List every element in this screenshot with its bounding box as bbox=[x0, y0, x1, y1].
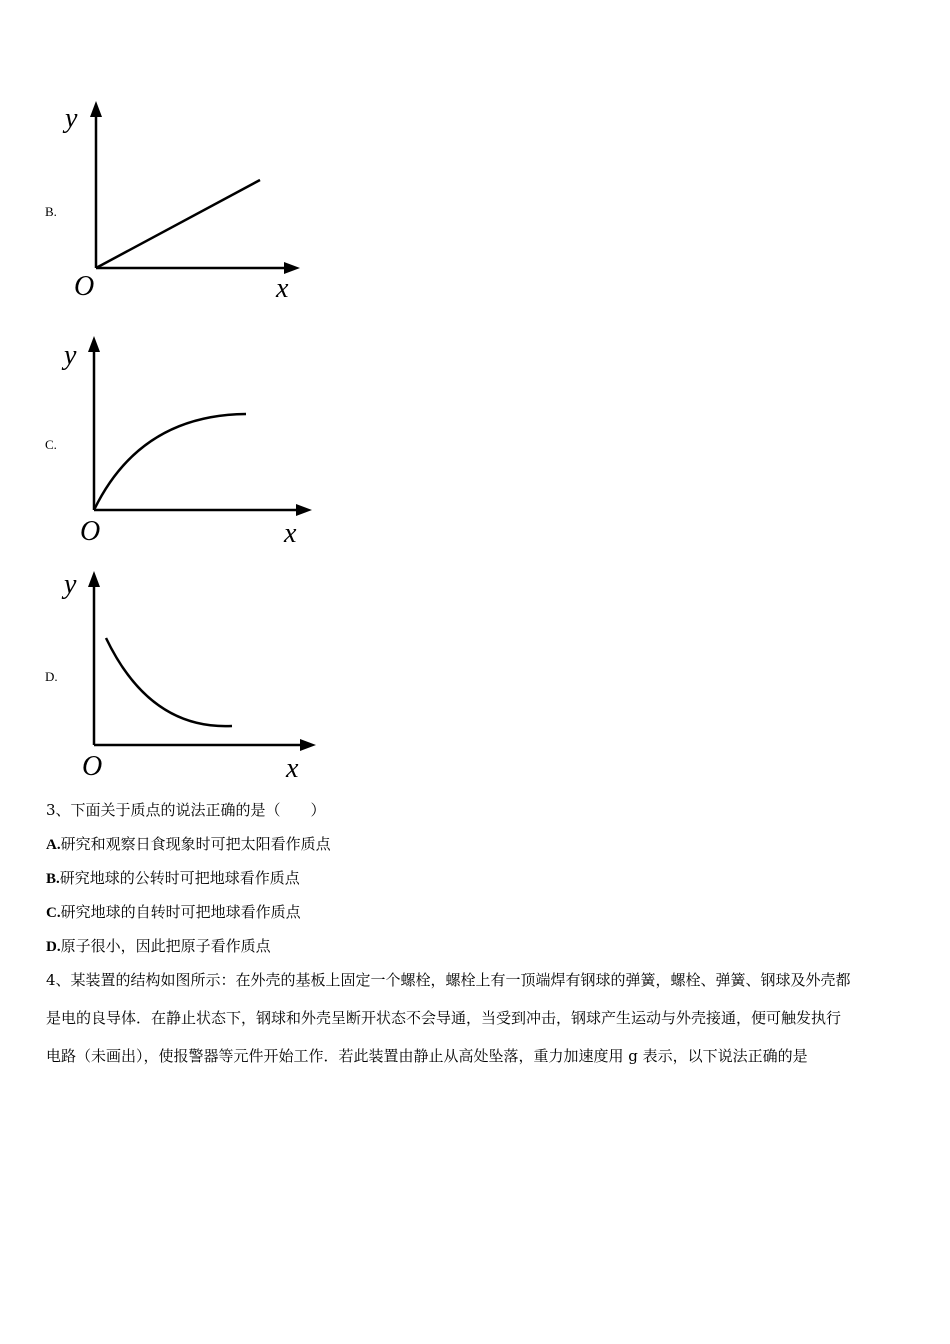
option-label-c: C. bbox=[45, 437, 57, 452]
origin-label: O bbox=[80, 516, 101, 547]
origin-label: O bbox=[74, 271, 95, 302]
question-4-line-1: 4、某装置的结构如图所示：在外壳的基板上固定一个螺栓，螺栓上有一顶端焊有钢球的弹簧，螺栓、弹簧、钢球及外壳都 bbox=[46, 971, 851, 989]
option-key: C. bbox=[46, 905, 61, 921]
option-text: 研究和观察日食现象时可把太阳看作质点 bbox=[60, 835, 331, 853]
y-axis-label: y bbox=[64, 340, 77, 371]
line-plot bbox=[96, 180, 260, 268]
x-axis-label: x bbox=[276, 273, 289, 304]
y-axis-label: y bbox=[64, 569, 77, 600]
question-3-option-b bbox=[46, 867, 300, 888]
option-text: 研究地球的公转时可把地球看作质点 bbox=[59, 869, 300, 887]
graph-c bbox=[60, 330, 330, 550]
option-key: B. bbox=[46, 871, 60, 887]
question-4-line-2: 是电的良导体．在静止状态下，钢球和外壳呈断开状态不会导通，当受到冲击，钢球产生运动与外壳接通，便可触发执行 bbox=[46, 1009, 842, 1027]
question-3-option-d bbox=[46, 935, 271, 956]
x-axis-label: x bbox=[284, 518, 297, 549]
graph-d bbox=[60, 565, 330, 785]
y-axis-arrow bbox=[90, 101, 102, 117]
question-3-stem: 3、下面关于质点的说法正确的是（ ） bbox=[46, 801, 326, 819]
option-key: D. bbox=[46, 939, 61, 955]
origin-label: O bbox=[82, 751, 103, 782]
y-axis-arrow bbox=[88, 571, 100, 587]
graph-b bbox=[60, 95, 320, 310]
question-4-line-3: 电路（未画出），使报警器等元件开始工作．若此装置由静止从高处坠落，重力加速度用 g 表示，以下说法正确的是 bbox=[46, 1047, 808, 1065]
y-axis-label: y bbox=[65, 103, 78, 134]
x-axis-label: x bbox=[286, 753, 299, 784]
option-label-d: D. bbox=[45, 669, 58, 684]
question-3-option-a bbox=[46, 833, 331, 854]
question-3-option-c bbox=[46, 901, 301, 922]
option-text: 研究地球的自转时可把地球看作质点 bbox=[60, 903, 301, 921]
y-axis-arrow bbox=[88, 336, 100, 352]
curve-plot bbox=[94, 414, 246, 510]
x-axis-arrow bbox=[300, 739, 316, 751]
option-key: A. bbox=[46, 837, 61, 853]
option-label-b: B. bbox=[45, 204, 57, 219]
option-text: 原子很小，因此把原子看作质点 bbox=[60, 937, 271, 955]
x-axis-arrow bbox=[296, 504, 312, 516]
curve-plot bbox=[106, 638, 232, 726]
